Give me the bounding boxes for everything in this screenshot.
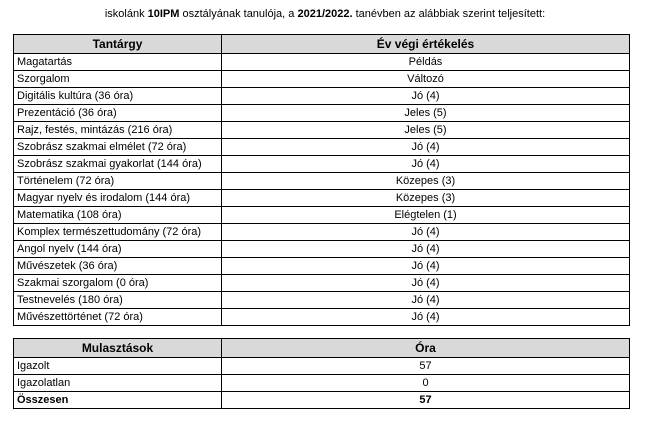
subject-cell: Digitális kultúra (36 óra) bbox=[14, 88, 222, 105]
table-row bbox=[14, 122, 630, 139]
grade-cell: Jó (4) bbox=[222, 224, 630, 241]
absence-type-cell: Igazolt bbox=[14, 358, 222, 375]
grade-cell: Jó (4) bbox=[222, 241, 630, 258]
table-row bbox=[14, 358, 630, 375]
grade-cell: Jó (4) bbox=[222, 139, 630, 156]
subject-cell: Matematika (108 óra) bbox=[14, 207, 222, 224]
total-row bbox=[14, 392, 630, 409]
subject-cell: Magatartás bbox=[14, 54, 222, 71]
absence-type-column-header: Mulasztások bbox=[14, 339, 222, 358]
table-row bbox=[14, 207, 630, 224]
grade-cell: Jó (4) bbox=[222, 88, 630, 105]
subject-cell: Magyar nyelv és irodalom (144 óra) bbox=[14, 190, 222, 207]
intro-suffix: tanévben az alábbiak szerint teljesített: bbox=[352, 8, 546, 20]
grade-cell: Jeles (5) bbox=[222, 122, 630, 139]
intro-sentence bbox=[0, 6, 650, 22]
absences-table bbox=[13, 338, 630, 409]
grade-cell: Elégtelen (1) bbox=[222, 207, 630, 224]
grade-cell: Közepes (3) bbox=[222, 190, 630, 207]
table-row bbox=[14, 71, 630, 88]
table-row bbox=[14, 292, 630, 309]
table-row bbox=[14, 309, 630, 326]
subject-cell: Prezentáció (36 óra) bbox=[14, 105, 222, 122]
subject-cell: Szobrász szakmai gyakorlat (144 óra) bbox=[14, 156, 222, 173]
grades-table bbox=[13, 34, 630, 326]
hours-cell: 57 bbox=[222, 392, 630, 409]
table-row bbox=[14, 88, 630, 105]
absence-type-cell: Összesen bbox=[14, 392, 222, 409]
grade-cell: Jó (4) bbox=[222, 258, 630, 275]
school-year: 2021/2022. bbox=[297, 8, 353, 20]
absences-header-row bbox=[14, 339, 630, 358]
grade-column-header: Év végi értékelés bbox=[222, 35, 630, 54]
grade-cell: Jó (4) bbox=[222, 275, 630, 292]
grade-cell: Példás bbox=[222, 54, 630, 71]
subject-cell: Történelem (72 óra) bbox=[14, 173, 222, 190]
intro-prefix: iskolánk bbox=[104, 8, 148, 20]
grades-header-row bbox=[14, 35, 630, 54]
subject-cell: Művészettörténet (72 óra) bbox=[14, 309, 222, 326]
subject-cell: Rajz, festés, mintázás (216 óra) bbox=[14, 122, 222, 139]
table-row bbox=[14, 173, 630, 190]
subject-column-header: Tantárgy bbox=[14, 35, 222, 54]
table-row bbox=[14, 375, 630, 392]
grade-cell: Jeles (5) bbox=[222, 105, 630, 122]
table-row bbox=[14, 139, 630, 156]
intro-middle: osztályának tanulója, a bbox=[179, 8, 298, 20]
subject-cell: Angol nyelv (144 óra) bbox=[14, 241, 222, 258]
subject-cell: Komplex természettudomány (72 óra) bbox=[14, 224, 222, 241]
subject-cell: Művészetek (36 óra) bbox=[14, 258, 222, 275]
table-row bbox=[14, 241, 630, 258]
hours-column-header: Óra bbox=[222, 339, 630, 358]
table-row bbox=[14, 224, 630, 241]
grade-cell: Közepes (3) bbox=[222, 173, 630, 190]
grade-cell: Jó (4) bbox=[222, 156, 630, 173]
hours-cell: 0 bbox=[222, 375, 630, 392]
subject-cell: Szakmai szorgalom (0 óra) bbox=[14, 275, 222, 292]
class-name: 10IPM bbox=[147, 8, 180, 20]
table-row bbox=[14, 190, 630, 207]
subject-cell: Szobrász szakmai elmélet (72 óra) bbox=[14, 139, 222, 156]
grade-cell: Változó bbox=[222, 71, 630, 88]
table-row bbox=[14, 54, 630, 71]
table-row bbox=[14, 275, 630, 292]
hours-cell: 57 bbox=[222, 358, 630, 375]
grade-cell: Jó (4) bbox=[222, 292, 630, 309]
subject-cell: Testnevelés (180 óra) bbox=[14, 292, 222, 309]
absence-type-cell: Igazolatlan bbox=[14, 375, 222, 392]
table-row bbox=[14, 258, 630, 275]
subject-cell: Szorgalom bbox=[14, 71, 222, 88]
table-row bbox=[14, 156, 630, 173]
table-row bbox=[14, 105, 630, 122]
grade-cell: Jó (4) bbox=[222, 309, 630, 326]
